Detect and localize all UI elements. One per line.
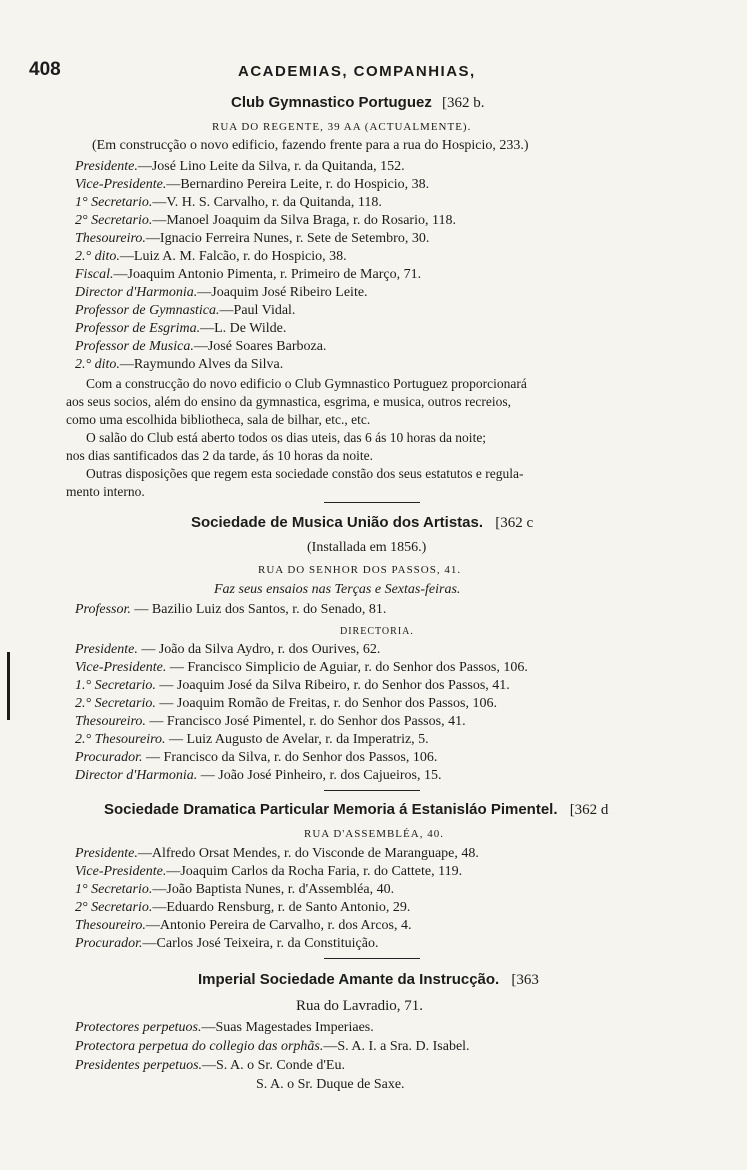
officer-role: Protectores perpetuos. xyxy=(75,1020,202,1035)
section-divider xyxy=(324,790,420,791)
club-note: (Em construcção o novo edificio, fazendo frente para a rua do Hospicio, 233.) xyxy=(92,138,529,153)
officer-text: — Francisco Simplicio de Aguiar, r. do Senhor dos Passos, 106. xyxy=(166,660,528,675)
musica-officer xyxy=(75,768,441,784)
imperial-ref: [363 xyxy=(511,972,539,988)
musica-rehearsal: Faz seus ensaios nas Terças e Sextas-feiras. xyxy=(214,582,461,597)
section-title-imperial xyxy=(198,972,539,988)
musica-officer xyxy=(75,750,437,766)
officer-role: Thesoureiro. xyxy=(75,714,146,729)
officer-role: Presidente. xyxy=(75,642,138,657)
officer-role: Professor de Esgrima. xyxy=(75,321,201,336)
officer-role: Vice-Presidente. xyxy=(75,660,167,675)
officer-text: —Suas Magestades Imperiaes. xyxy=(201,1020,374,1035)
officer-role: 1.° Secretario. xyxy=(75,678,156,693)
margin-ink-mark xyxy=(7,652,10,720)
club-officer xyxy=(75,177,429,193)
section-divider xyxy=(324,958,420,959)
officer-role: 2.° Secretario. xyxy=(75,696,156,711)
musica-officer xyxy=(75,732,429,748)
club-address: RUA DO REGENTE, 39 AA (ACTUALMENTE). xyxy=(212,121,472,133)
club-officer xyxy=(75,321,286,337)
officer-text: —Joaquim José Ribeiro Leite. xyxy=(197,285,368,300)
officer-text: —Manoel Joaquim da Silva Braga, r. do Rosario, 118. xyxy=(152,213,456,228)
dramatica-officer xyxy=(75,882,394,898)
officer-role: Vice-Presidente. xyxy=(75,177,167,192)
dramatica-officer xyxy=(75,864,462,880)
officer-role: 1° Secretario. xyxy=(75,195,153,210)
officer-text: —Ignacio Ferreira Nunes, r. Sete de Setembro, 30. xyxy=(145,231,430,246)
musica-address: RUA DO SENHOR DOS PASSOS, 41. xyxy=(258,564,462,576)
officer-text: —José Soares Barboza. xyxy=(193,339,327,354)
officer-text: — Francisco José Pimentel, r. do Senhor dos Passos, 41. xyxy=(145,714,466,729)
dramatica-title: Sociedade Dramatica Particular Memoria á Estanisláo Pimentel. xyxy=(104,801,558,818)
officer-role: Presidentes perpetuos. xyxy=(75,1058,203,1073)
club-officer xyxy=(75,159,405,175)
officer-text: — Bazilio Luiz dos Santos, r. do Senado, 81. xyxy=(130,602,387,617)
section-title-dramatica xyxy=(104,802,608,818)
directoria-label: DIRECTORIA. xyxy=(340,626,414,637)
dramatica-officer xyxy=(75,846,479,862)
running-head: ACADEMIAS, COMPANHIAS, xyxy=(238,63,476,80)
officer-text: —Carlos José Teixeira, r. da Constituição. xyxy=(142,936,379,951)
officer-text: — João José Pinheiro, r. dos Cajueiros, 15. xyxy=(197,768,442,783)
officer-text: —Luiz A. M. Falcão, r. do Hospicio, 38. xyxy=(119,249,347,264)
musica-officer xyxy=(75,660,528,676)
page-number: 408 xyxy=(29,59,61,80)
imperial-entry xyxy=(75,1020,374,1036)
paragraph-line: Com a construcção do novo edificio o Club Gymnastico Portuguez proporcionará xyxy=(86,376,527,391)
officer-text: —Alfredo Orsat Mendes, r. do Visconde de Maranguape, 48. xyxy=(137,846,479,861)
officer-role: Protectora perpetua do collegio das orphãs. xyxy=(75,1039,324,1054)
officer-role: Fiscal. xyxy=(75,267,114,282)
officer-text: —L. De Wilde. xyxy=(200,321,287,336)
paragraph-line: como uma escolhida bibliotheca, sala de bilhar, etc., etc. xyxy=(66,412,371,427)
paragraph-line: Outras disposições que regem esta sociedade constão dos seus estatutos e regula- xyxy=(86,466,524,481)
officer-text: —Raymundo Alves da Silva. xyxy=(119,357,284,372)
officer-text: —S. A. I. a Sra. D. Isabel. xyxy=(323,1039,470,1054)
club-officer xyxy=(75,195,382,211)
imperial-entry xyxy=(75,1058,345,1074)
musica-professor xyxy=(75,602,386,618)
section-title-club xyxy=(231,95,485,111)
officer-text: —Paul Vidal. xyxy=(219,303,296,318)
dramatica-address: RUA D'ASSEMBLÉA, 40. xyxy=(304,828,444,840)
imperial-title: Imperial Sociedade Amante da Instrucção. xyxy=(198,971,500,988)
musica-officer xyxy=(75,642,380,658)
officer-role: Professor. xyxy=(75,602,131,617)
musica-founded: (Installada em 1856.) xyxy=(307,540,427,555)
officer-role: Thesoureiro. xyxy=(75,231,146,246)
officer-role: Director d'Harmonia. xyxy=(75,768,198,783)
officer-text: —Joaquim Carlos da Rocha Faria, r. do Cattete, 119. xyxy=(166,864,463,879)
officer-text: — Joaquim José da Silva Ribeiro, r. do Senhor dos Passos, 41. xyxy=(155,678,510,693)
officer-text: —João Baptista Nunes, r. d'Assembléa, 40. xyxy=(152,882,395,897)
officer-role: 2° Secretario. xyxy=(75,900,153,915)
officer-role: 2.° dito. xyxy=(75,249,120,264)
club-officer xyxy=(75,249,347,265)
imperial-entry xyxy=(75,1039,470,1055)
section-divider xyxy=(324,502,420,503)
officer-role: Presidente. xyxy=(75,846,138,861)
officer-text: —V. H. S. Carvalho, r. da Quitanda, 118. xyxy=(152,195,382,210)
paragraph-line: nos dias santificados das 2 da tarde, ás 10 horas da noite. xyxy=(66,448,374,463)
officer-text: —Antonio Pereira de Carvalho, r. dos Arcos, 4. xyxy=(145,918,412,933)
club-officer xyxy=(75,303,295,319)
officer-text: — Joaquim Romão de Freitas, r. do Senhor dos Passos, 106. xyxy=(155,696,497,711)
club-title: Club Gymnastico Portuguez xyxy=(231,94,432,111)
officer-text: —Bernardino Pereira Leite, r. do Hospicio, 38. xyxy=(166,177,430,192)
officer-role: Thesoureiro. xyxy=(75,918,146,933)
officer-role: Presidente. xyxy=(75,159,138,174)
musica-officer xyxy=(75,696,497,712)
dramatica-officer xyxy=(75,900,410,916)
officer-role: Professor de Gymnastica. xyxy=(75,303,220,318)
officer-text: —José Lino Leite da Silva, r. da Quitanda, 152. xyxy=(137,159,405,174)
officer-role: 2° Secretario. xyxy=(75,213,153,228)
club-ref: [362 b. xyxy=(442,95,485,111)
officer-role: Vice-Presidente. xyxy=(75,864,167,879)
officer-role: Procurador. xyxy=(75,936,143,951)
musica-officer xyxy=(75,678,510,694)
officer-role: 2.° Thesoureiro. xyxy=(75,732,166,747)
officer-text: —S. A. o Sr. Conde d'Eu. xyxy=(202,1058,345,1073)
officer-role: 2.° dito. xyxy=(75,357,120,372)
officer-text: —Eduardo Rensburg, r. de Santo Antonio, 29. xyxy=(152,900,411,915)
imperial-address: Rua do Lavradio, 71. xyxy=(296,998,424,1014)
musica-ref: [362 c xyxy=(495,515,534,531)
officer-role: 1° Secretario. xyxy=(75,882,153,897)
club-officer xyxy=(75,267,421,283)
officer-role: Professor de Musica. xyxy=(75,339,194,354)
dramatica-officer xyxy=(75,918,411,934)
dramatica-officer xyxy=(75,936,379,952)
paragraph-line: mento interno. xyxy=(66,484,145,499)
officer-role: Director d'Harmonia. xyxy=(75,285,198,300)
club-officer xyxy=(75,213,456,229)
section-title-musica xyxy=(191,515,533,531)
club-officer xyxy=(75,231,429,247)
imperial-entry-continuation: S. A. o Sr. Duque de Saxe. xyxy=(256,1077,405,1092)
officer-role: Procurador. xyxy=(75,750,143,765)
officer-text: — Francisco da Silva, r. do Senhor dos Passos, 106. xyxy=(142,750,438,765)
musica-officer xyxy=(75,714,466,730)
club-officer xyxy=(75,285,368,301)
officer-text: — João da Silva Aydro, r. dos Ourives, 62. xyxy=(137,642,381,657)
musica-title: Sociedade de Musica União dos Artistas. xyxy=(191,514,484,531)
officer-text: —Joaquim Antonio Pimenta, r. Primeiro de Março, 71. xyxy=(113,267,422,282)
officer-text: — Luiz Augusto de Avelar, r. da Imperatriz, 5. xyxy=(165,732,429,747)
club-officer xyxy=(75,357,283,373)
paragraph-line: O salão do Club está aberto todos os dias uteis, das 6 ás 10 horas da noite; xyxy=(86,430,487,445)
dramatica-ref: [362 d xyxy=(569,802,609,818)
club-officer xyxy=(75,339,326,355)
paragraph-line: aos seus socios, além do ensino da gymnastica, esgrima, e musica, outros recreios, xyxy=(66,394,512,409)
